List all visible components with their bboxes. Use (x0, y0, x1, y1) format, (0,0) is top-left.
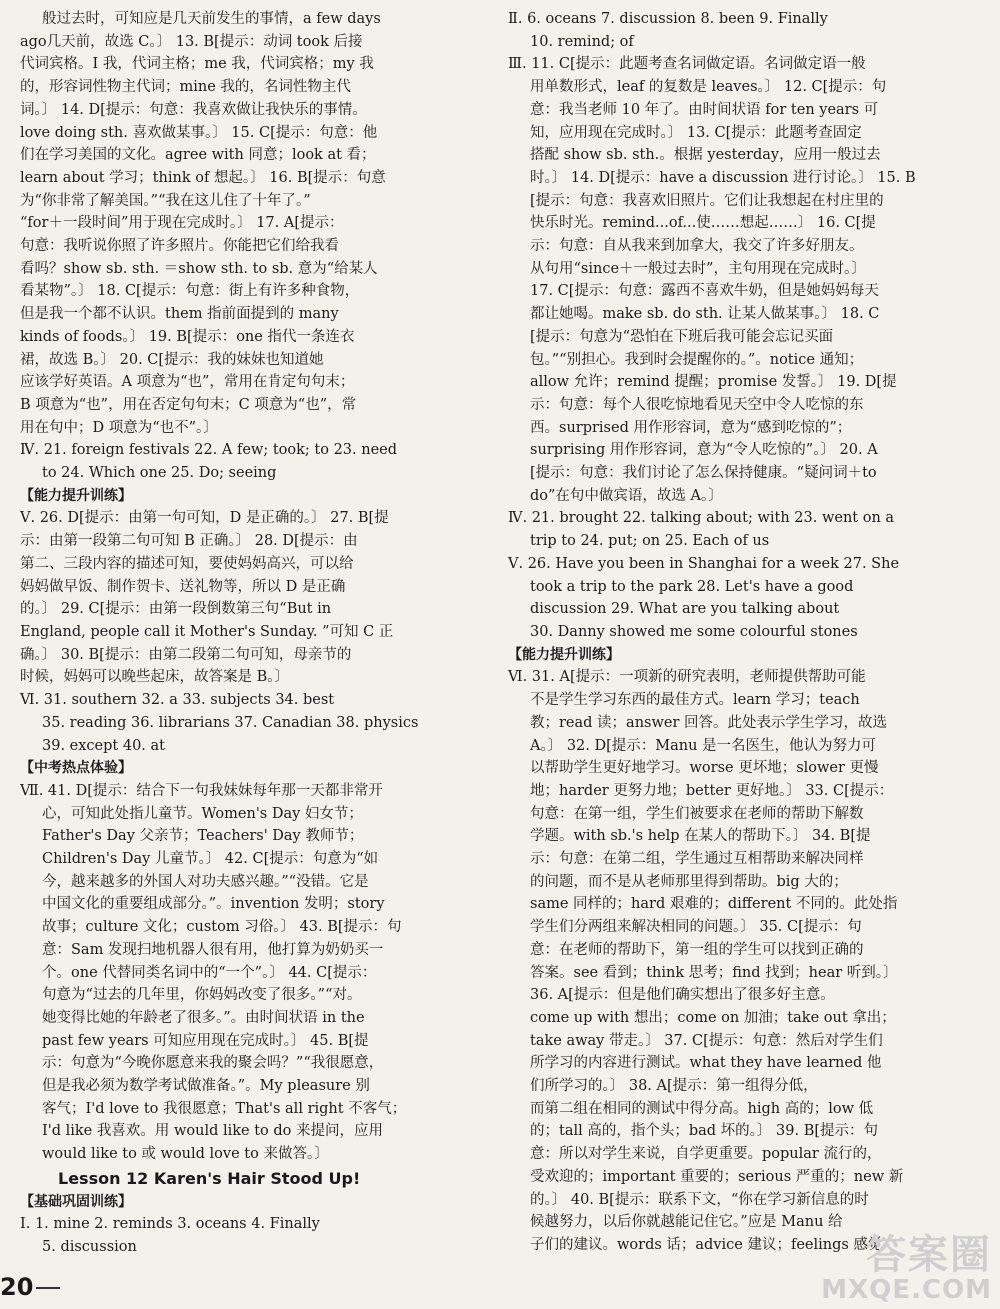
answer-line: 所学习的内容进行测试。what they have learned 他 (530, 1055, 882, 1072)
answer-line: 答案。see 看到；think 思考；find 找到；hear 听到。〕 (530, 964, 898, 981)
answer-line: took a trip to the park 28. Let's have a good (530, 578, 854, 595)
left-answer-column (20, 8, 488, 1269)
answer-line: [提示：句意：我们讨论了怎么保持健康。“疑问词＋to (530, 465, 877, 482)
answer-line: Ⅶ. 41. D[提示：结合下一句我妹妹每年那一天都非常开 (20, 782, 383, 799)
answer-line: 候越努力，以后你就越能记住它。”应是 Manu 给 (530, 1214, 843, 1231)
answer-line: 的，形容词性物主代词；mine 我的，名词性物主代 (20, 79, 351, 96)
answer-line: would like to 或 would love to 来做答。〕 (42, 1146, 329, 1163)
answer-line: discussion 29. What are you talking about (530, 601, 840, 618)
answer-line: 们所学习的。〕 38. A[提示：第一组得分低， (530, 1078, 818, 1095)
answer-line: surprising 用作形容词，意为“令人吃惊的”。〕 20. A (530, 442, 878, 459)
answer-line: 妈妈做早饭、制作贺卡、送礼物等，所以 D 是正确 (20, 578, 346, 595)
answer-line: 快乐时光。remind...of...使……想起……〕 16. C[提 (530, 215, 876, 232)
answer-line: 子们的建议。words 话；advice 建议；feelings 感觉 (530, 1236, 883, 1253)
answer-line: “for＋一段时间”用于现在完成时。〕 17. A[提示： (20, 215, 344, 232)
answer-line: 代词宾格。I 我，代词主格；me 我，代词宾格；my 我 (20, 56, 374, 73)
answer-line: 受欢迎的；important 重要的；serious 严重的；new 新 (530, 1168, 904, 1185)
answer-line: learn about 学习；think of 想起。〕 16. B[提示：句意 (20, 169, 386, 186)
answer-line: 时。〕 14. D[提示：have a discussion 进行讨论。〕 15. B (530, 169, 916, 186)
answer-line: 示：由第一段第二句可知 B 正确。〕 28. D[提示：由 (20, 533, 358, 550)
answer-line: 句意为“过去的几年里，你妈妈改变了很多。”“对。 (42, 987, 362, 1004)
answer-line: 不是学生学习东西的最佳方式。learn 学习；teach (530, 692, 860, 709)
section-heading: 【中考热点体验】 (20, 760, 132, 777)
right-answer-column (508, 8, 976, 1269)
answer-line: 个。one 代替同类名词中的“一个”。〕 44. C[提示： (42, 964, 377, 981)
answer-line: 意：Sam 发现扫地机器人很有用，他打算为奶奶买一 (42, 941, 384, 958)
answer-line: 知，应用现在完成时。〕 13. C[提示：此题考查固定 (530, 124, 862, 141)
answer-line: Ⅲ. 11. C[提示：此题考查名词做定语。名词做定语一般 (508, 56, 866, 73)
answer-line: 示：句意：在第二组，学生通过互相帮助来解决同样 (530, 851, 864, 868)
answer-line: 应该学好英语。A 项意为“也”，常用在肯定句句末； (20, 374, 355, 391)
answer-line: 17. C[提示：句意：露西不喜欢牛奶，但是她妈妈每天 (530, 283, 879, 300)
answer-line: 时候，妈妈可以晚些起床，故答案是 B。〕 (20, 669, 290, 686)
answer-line: England, people call it Mother's Sunday. ”可知 C 正 (20, 623, 394, 640)
site-watermark (762, 1223, 992, 1305)
answer-line: Ⅰ. 1. mine 2. reminds 3. oceans 4. Finally (20, 1216, 320, 1233)
answer-line: 36. A[提示：但是他们确实想出了很多好主意。 (530, 987, 835, 1004)
answer-line: 心，可知此处指儿童节。Women's Day 妇女节； (42, 805, 363, 822)
answer-line: kinds of foods。〕 19. B[提示：one 指代一条连衣 (20, 328, 355, 345)
answer-line: 今，越来越多的外国人对功夫感兴趣。”“没错。它是 (42, 873, 369, 890)
answer-line: trip to 24. put; on 25. Each of us (530, 533, 770, 550)
answer-line: love doing sth. 喜欢做某事。〕 15. C[提示：句意：他 (20, 124, 378, 141)
answer-line: Ⅵ. 31. southern 32. a 33. subjects 34. best (20, 692, 335, 709)
answer-line: take away 带走。〕 37. C[提示：句意：然后对学生们 (530, 1032, 883, 1049)
answer-line: 词。〕 14. D[提示：句意：我喜欢做让我快乐的事情。 (20, 101, 367, 118)
answer-line: Ⅳ. 21. brought 22. talking about; with 23. went on a (508, 510, 895, 527)
answer-line: 包。”“别担心。我到时会提醒你的。”。notice 通知； (530, 351, 864, 368)
answer-line: 的。〕 29. C[提示：由第一段倒数第三句“But in (20, 601, 332, 618)
answer-line: 39. except 40. at (42, 737, 165, 754)
answer-line: 看吗？show sb. sth. ＝show sth. to sb. 意为“给某人 (20, 260, 378, 277)
answer-line: do”在句中做宾语，故选 A。〕 (530, 487, 723, 504)
answer-line: Father's Day 父亲节；Teachers' Day 教师节； (42, 828, 364, 845)
answer-line: 句意：在第一组，学生们被要求在老师的帮助下解数 (530, 805, 864, 822)
section-heading: 【能力提升训练】 (20, 487, 132, 504)
answer-line: 示：句意：每个人很吃惊地看见天空中令人吃惊的东 (530, 396, 864, 413)
answer-line: 搭配 show sb. sth.。根据 yesterday，应用一般过去 (530, 147, 881, 164)
answer-line: 用在句中；D 项意为“也不”。〕 (20, 419, 218, 436)
answer-line: 示：句意：自从我来到加拿大，我交了许多好朋友。 (530, 238, 864, 255)
answer-line: ago几天前，故选 C。〕 13. B[提示：动词 took 后接 (20, 33, 363, 50)
watermark-logo-text: 答案圈 (866, 1232, 992, 1278)
answer-line: 30. Danny showed me some colourful stones (530, 623, 858, 640)
answer-line: 看某物”。〕 18. C[提示：句意：街上有许多种食物， (20, 283, 360, 300)
answer-line: Ⅴ. 26. D[提示：由第一句可知，D 是正确的。〕 27. B[提 (20, 510, 389, 527)
answer-line: I'd like 我喜欢。用 would like to do 来提问，应用 (42, 1123, 384, 1140)
answer-line: 以帮助学生更好地学习。worse 更坏地；slower 更慢 (530, 760, 879, 777)
answer-line: 5. discussion (42, 1238, 137, 1255)
answer-line: allow 允许；remind 提醒；promise 发誓。〕 19. D[提 (530, 374, 897, 391)
answer-line: 但是我必须为数学考试做准备。”。My pleasure 别 (42, 1078, 370, 1095)
watermark-url: MXQE.COM (821, 1275, 992, 1305)
answer-line: 的；tall 高的，指个头；bad 坏的。〕 39. B[提示：句 (530, 1123, 879, 1140)
answer-line: 句意：我听说你照了许多照片。你能把它们给我看 (20, 238, 339, 255)
answer-line: Children's Day 儿童节。〕 42. C[提示：句意为“如 (42, 851, 379, 868)
answer-line: 确。〕 30. B[提示：由第二段第二句可知，母亲节的 (20, 646, 352, 663)
answer-line: 的。〕 40. B[提示：联系下文，“你在学习新信息的时 (530, 1191, 869, 1208)
page-number: 20 (0, 1273, 34, 1301)
answer-line: 中国文化的重要组成部分。”。invention 发明；story (42, 896, 385, 913)
answer-line: 10. remind; of (530, 33, 634, 50)
answer-line: 裙，故选 B。〕 20. C[提示：我的妹妹也知道她 (20, 351, 324, 368)
answer-line: 为“你非常了解美国。”“我在这儿住了十年了。” (20, 192, 311, 209)
answer-line: 的问题，而不是从老师那里得到帮助。big 大的； (530, 873, 848, 890)
answer-line: past few years 可知应用现在完成时。〕 45. B[提 (42, 1032, 369, 1049)
section-heading: 【能力提升训练】 (508, 646, 620, 663)
answer-line: 35. reading 36. librarians 37. Canadian 38. physics (42, 714, 419, 731)
answer-line: [提示：句意为“恐怕在下班后我可能会忘记买面 (530, 328, 834, 345)
answer-line: 教；read 读；answer 回答。此处表示学生学习，故选 (530, 714, 888, 731)
answer-line: 但是我一个都不认识。them 指前面提到的 many (20, 306, 339, 323)
answer-line: 她变得比她的年龄老了很多。”。由时间状语 in the (42, 1009, 365, 1026)
answer-line: 从句用“since＋一般过去时”，主句用现在完成时。〕 (530, 260, 866, 277)
answer-line: 般过去时，可知应是几天前发生的事情，a few days (42, 11, 381, 27)
answer-line: 意：我当老师 10 年了。由时间状语 for ten years 可 (530, 101, 879, 118)
answer-line: A。〕 32. D[提示：Manu 是一名医生，他认为努力可 (530, 737, 877, 754)
answer-line: 都让她喝。make sb. do sth. 让某人做某事。〕 18. C (530, 306, 880, 323)
answer-line: 用单数形式，leaf 的复数是 leaves。〕 12. C[提示：句 (530, 79, 887, 96)
section-heading: 【基础巩固训练】 (20, 1193, 132, 1210)
answer-line: Ⅳ. 21. foreign festivals 22. A few; took; to 23. need (20, 442, 398, 459)
answer-line: 地；harder 更努力地；better 更好地。〕 33. C[提示： (530, 782, 894, 799)
answer-line: Ⅵ. 31. A[提示：一项新的研究表明，老师提供帮助可能 (508, 669, 866, 686)
answer-line: 客气；I'd love to 我很愿意；That's all right 不客气； (42, 1100, 407, 1117)
answer-line: 示：句意为“今晚你愿意来我的聚会吗？”“我很愿意， (42, 1055, 384, 1072)
answer-line: [提示：句意：我喜欢旧照片。它们让我想起在村庄里的 (530, 192, 884, 209)
answer-line: 们在学习美国的文化。agree with 同意；look at 看； (20, 147, 376, 164)
answer-line: 意：所以对学生来说，自学更重要。popular 流行的， (530, 1146, 882, 1163)
answer-line: 而第二组在相同的测试中得分高。high 高的；low 低 (530, 1100, 874, 1117)
answer-line: to 24. Which one 25. Do; seeing (42, 465, 277, 482)
answer-line: B 项意为“也”，用在否定句句末；C 项意为“也”，常 (20, 396, 357, 413)
answer-line: Ⅱ. 6. oceans 7. discussion 8. been 9. Finally (508, 11, 828, 27)
page-number-rule (36, 1287, 60, 1289)
answer-line: come up with 想出；come on 加油；take out 拿出； (530, 1009, 896, 1026)
answer-line: 意：在老师的帮助下，第一组的学生可以找到正确的 (530, 941, 864, 958)
answer-line: 学生们分两组来解决相同的问题。〕 35. C[提示：句 (530, 919, 862, 936)
answer-line: Ⅴ. 26. Have you been in Shanghai for a week 27. She (508, 555, 900, 572)
answer-line: 西。surprised 用作形容词，意为“感到吃惊的”； (530, 419, 852, 436)
answer-line: 第二、三段内容的描述可知，要使妈妈高兴，可以给 (20, 555, 354, 572)
answer-line: 学题。with sb.'s help 在某人的帮助下。〕 34. B[提 (530, 828, 871, 845)
lesson-title: Lesson 12 Karen's Hair Stood Up! (58, 1168, 361, 1188)
answer-line: 故事；culture 文化；custom 习俗。〕 43. B[提示：句 (42, 919, 402, 936)
answer-line: same 同样的；hard 艰难的；different 不同的。此处指 (530, 896, 898, 913)
